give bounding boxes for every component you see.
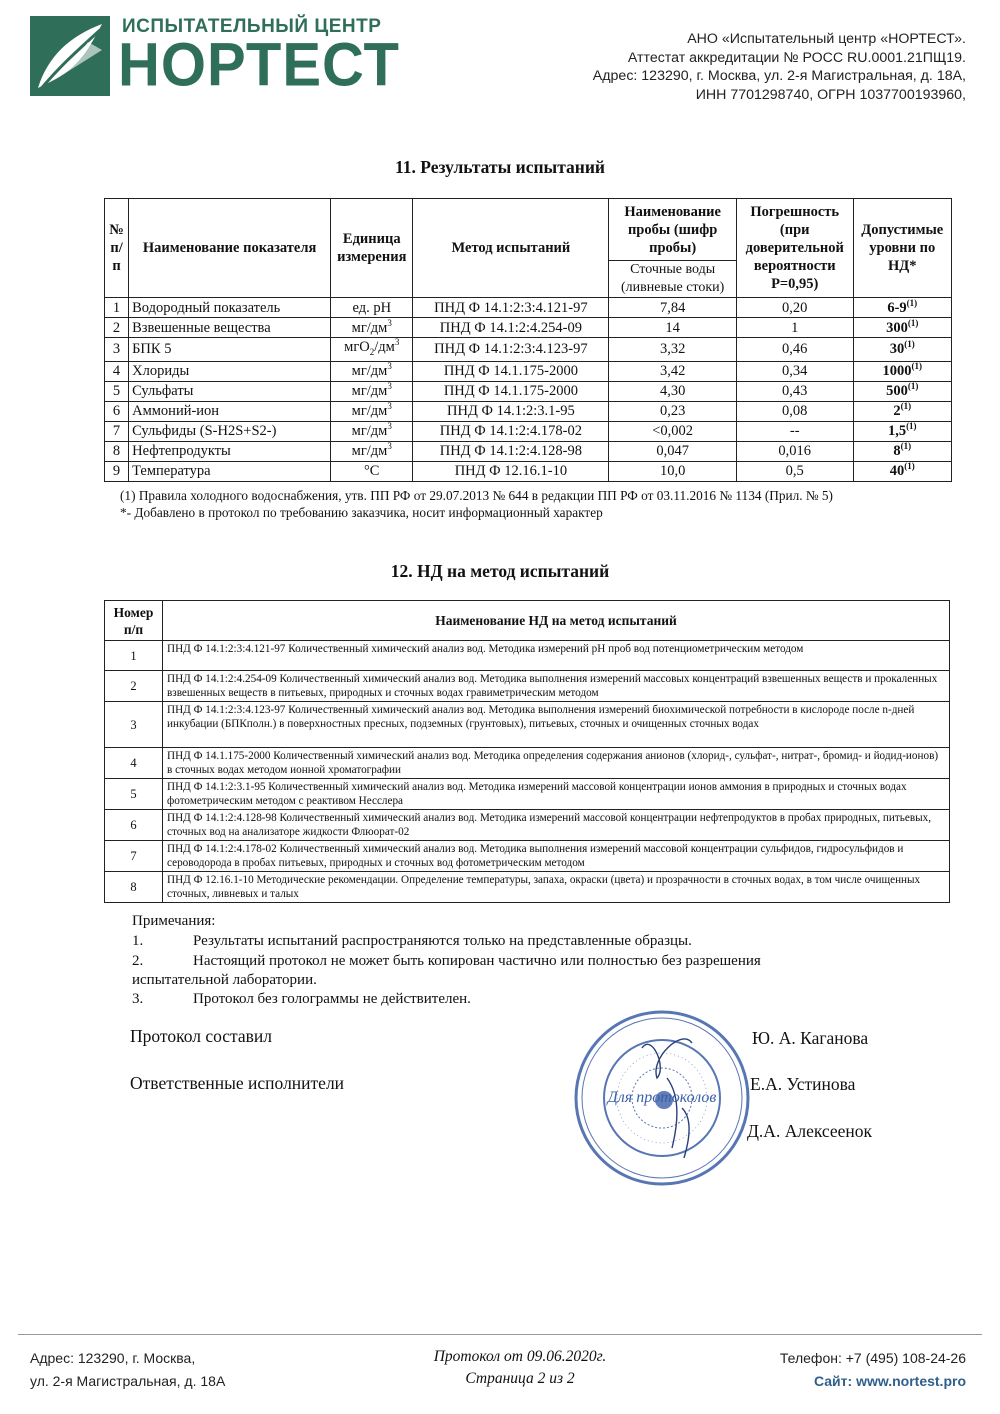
indicator-name: БПК 5 bbox=[129, 338, 331, 362]
unit-superscript: 3 bbox=[394, 337, 400, 348]
method-number: 3 bbox=[105, 702, 163, 748]
limit-reference: (1) bbox=[904, 339, 915, 350]
col-method-name-header: Наименование НД на метод испытаний bbox=[163, 601, 950, 641]
table-row bbox=[105, 748, 950, 779]
col-sample-subheader: Сточные воды (ливневые стоки) bbox=[609, 261, 737, 298]
error-cell: 0,43 bbox=[736, 381, 853, 401]
error-cell: 0,46 bbox=[736, 338, 853, 362]
footer-page-number: Страница 2 из 2 bbox=[465, 1370, 575, 1387]
unit-base: мгО bbox=[344, 339, 370, 355]
value-cell: 14 bbox=[609, 318, 737, 338]
col-number-header: Номер п/п bbox=[105, 601, 163, 641]
method-cell: ПНД Ф 14.1:2:3.1-95 bbox=[413, 401, 609, 421]
col-sample-header: Наименование пробы (шифр пробы) bbox=[609, 199, 737, 261]
limit-reference: (1) bbox=[900, 441, 912, 452]
row-number: 5 bbox=[105, 381, 129, 401]
value-cell: 3,32 bbox=[609, 338, 737, 362]
unit-base: мг/дм bbox=[351, 423, 388, 440]
row-number: 4 bbox=[105, 361, 129, 381]
row-number: 1 bbox=[105, 298, 129, 318]
indicator-name: Хлориды bbox=[129, 361, 331, 381]
method-number: 8 bbox=[105, 872, 163, 903]
footnote-added: *- Добавлено в протокол по требованию заказчика, носит информационный характер bbox=[120, 505, 603, 520]
table-row bbox=[105, 441, 952, 461]
unit-cell bbox=[331, 401, 413, 421]
stamp-text: Для протоколов bbox=[607, 1089, 717, 1106]
method-description: ПНД Ф 14.1.175-2000 Количественный химический анализ вод. Методика определения содержания анионов (хлорид-, сульфат-, нитрат-, бромид- и йодид-ионов) в сточных водах методом ионной хроматографии bbox=[163, 748, 950, 779]
note-item-text-cont: испытательной лаборатории. bbox=[132, 972, 317, 988]
method-cell: ПНД Ф 14.1:2:3:4.123-97 bbox=[413, 338, 609, 362]
org-line: Аттестат аккредитации № РОСС RU.0001.21ПЩ19. bbox=[627, 49, 966, 66]
limit-value: 40 bbox=[889, 463, 905, 480]
footnote-rules: (1) Правила холодного водоснабжения, утв. ПП РФ от 29.07.2013 № 644 в редакции ПП РФ от 03.11.2016 № 1134 (Прил. № 5) bbox=[120, 488, 833, 503]
method-cell: ПНД Ф 12.16.1-10 bbox=[413, 461, 609, 481]
col-num-header: № п/п bbox=[105, 199, 129, 298]
unit-superscript: 3 bbox=[387, 381, 392, 392]
error-cell: 0,34 bbox=[736, 361, 853, 381]
unit-cell bbox=[331, 441, 413, 461]
row-number: 6 bbox=[105, 401, 129, 421]
unit-cell bbox=[331, 318, 413, 338]
limit-reference: (1) bbox=[904, 461, 915, 472]
value-cell: 0,23 bbox=[609, 401, 737, 421]
value-cell: 7,84 bbox=[609, 298, 737, 318]
limit-reference: (1) bbox=[900, 401, 912, 412]
org-line: ИНН 7701298740, ОГРН 1037700193960, bbox=[695, 86, 966, 103]
method-cell: ПНД Ф 14.1:2:4.178-02 bbox=[413, 421, 609, 441]
indicator-name: Сульфиды (S-H2S+S2-) bbox=[129, 421, 331, 441]
unit-base: /дм bbox=[374, 339, 395, 355]
round-stamp-icon bbox=[572, 1008, 752, 1188]
table-row bbox=[105, 810, 950, 841]
indicator-name: Температура bbox=[129, 461, 331, 481]
org-line: Адрес: 123290, г. Москва, ул. 2-я Магистральная, д. 18А, bbox=[592, 68, 966, 84]
composed-label: Протокол составил bbox=[130, 1026, 273, 1046]
method-description: ПНД Ф 14.1:2:4.128-98 Количественный химический анализ вод. Методика измерений массовой концентрации нефтепродуктов в пробах природных, питьевых, сточных вод на анализаторе жидкости Флюорат-02 bbox=[163, 810, 950, 841]
method-number: 2 bbox=[105, 671, 163, 702]
table-row bbox=[105, 421, 952, 441]
method-number: 6 bbox=[105, 810, 163, 841]
limit-value: 500 bbox=[886, 383, 908, 400]
limit-cell bbox=[853, 361, 952, 381]
table-row bbox=[105, 338, 952, 362]
logo-leaf-icon bbox=[30, 16, 110, 96]
unit-superscript: 3 bbox=[387, 317, 392, 328]
limit-value: 1000 bbox=[882, 363, 912, 380]
limit-reference: (1) bbox=[907, 381, 919, 392]
table-row bbox=[105, 779, 950, 810]
value-cell: 4,30 bbox=[609, 381, 737, 401]
method-description: ПНД Ф 14.1:2:3:4.121-97 Количественный химический анализ вод. Методика измерений рН проб вод потенциометрическим методом bbox=[163, 641, 950, 671]
method-description: ПНД Ф 14.1:2:3.1-95 Количественный химический анализ вод. Методика измерений массовой концентрации ионов аммония в природных и сточных водах фотометрическим методом с реактивом Несслера bbox=[163, 779, 950, 810]
method-number: 1 bbox=[105, 641, 163, 671]
error-cell: 0,20 bbox=[736, 298, 853, 318]
table-row bbox=[105, 318, 952, 338]
note-item-number: 1. bbox=[132, 933, 144, 949]
unit-superscript: 3 bbox=[387, 441, 392, 452]
footer-phone: Телефон: +7 (495) 108-24-26 bbox=[779, 1350, 966, 1366]
limit-cell bbox=[853, 441, 952, 461]
method-cell: ПНД Ф 14.1.175-2000 bbox=[413, 361, 609, 381]
row-number: 7 bbox=[105, 421, 129, 441]
note-item-text: Результаты испытаний распространяются только на представленные образцы. bbox=[193, 933, 692, 949]
note-item-number: 3. bbox=[132, 991, 144, 1007]
logo-subtitle: ИСПЫТАТЕЛЬНЫЙ ЦЕНТР bbox=[122, 16, 382, 37]
method-description: ПНД Ф 14.1:2:3:4.123-97 Количественный химический анализ вод. Методика выполнения измерений биохимической потребности в кислороде после n-дней инкубации (БПКполн.) в поверхностных пресных, подземных (грунтовых), питьевых, сточных и очищенных сточных водах bbox=[163, 702, 950, 748]
row-number: 9 bbox=[105, 461, 129, 481]
method-cell: ПНД Ф 14.1:2:4.254-09 bbox=[413, 318, 609, 338]
limit-cell bbox=[853, 461, 952, 481]
unit-base: мг/дм bbox=[351, 383, 388, 400]
unit-base: мг/дм bbox=[351, 403, 388, 420]
footer-protocol bbox=[380, 1346, 660, 1390]
limit-value: 8 bbox=[893, 443, 901, 460]
method-description: ПНД Ф 14.1:2:4.254-09 Количественный химический анализ вод. Методика выполнения измерений массовых концентраций взвешенных веществ и прокаленных взвешенных веществ в питьевых, природных и сточных водах гравиметрическим методом bbox=[163, 671, 950, 702]
col-unit-header: Единица измерения bbox=[331, 199, 413, 298]
unit-cell bbox=[331, 421, 413, 441]
section12-title: 12. НД на метод испытаний bbox=[390, 561, 610, 581]
method-description: ПНД Ф 14.1:2:4.178-02 Количественный химический анализ вод. Методика выполнения измерений массовой концентрации сульфидов, гидросульфидов и сероводорода в пробах питьевых, природных и сточных вод фотометрическим методом bbox=[163, 841, 950, 872]
value-cell: 3,42 bbox=[609, 361, 737, 381]
unit-subscript: 2 bbox=[369, 346, 375, 357]
unit-cell: °С bbox=[331, 461, 413, 481]
table-row bbox=[105, 401, 952, 421]
error-cell: 0,5 bbox=[736, 461, 853, 481]
org-line: АНО «Испытательный центр «НОРТЕСТ». bbox=[687, 31, 966, 47]
section11-title: 11. Результаты испытаний bbox=[394, 157, 606, 177]
value-cell: 10,0 bbox=[609, 461, 737, 481]
unit-superscript: 3 bbox=[387, 401, 392, 412]
limit-cell bbox=[853, 318, 952, 338]
limit-value: 6-9 bbox=[887, 299, 907, 316]
method-cell: ПНД Ф 14.1:2:4.128-98 bbox=[413, 441, 609, 461]
limit-cell bbox=[853, 298, 952, 318]
unit-cell bbox=[331, 338, 413, 362]
note-item-text: Протокол без голограммы не действителен. bbox=[193, 991, 471, 1007]
footer-address bbox=[30, 1347, 225, 1393]
col-allowed-header: Допустимые уровни по НД* bbox=[853, 199, 952, 298]
limit-cell bbox=[853, 338, 952, 362]
table-row bbox=[105, 461, 952, 481]
note-item-number: 2. bbox=[132, 953, 144, 969]
table-row bbox=[105, 841, 950, 872]
note-item-text: Настоящий протокол не может быть копирован частично или полностью без разрешения bbox=[193, 953, 761, 969]
value-cell: <0,002 bbox=[609, 421, 737, 441]
unit-base: мг/дм bbox=[351, 363, 388, 380]
limit-reference: (1) bbox=[911, 361, 922, 372]
footer-protocol-date: Протокол от 09.06.2020г. bbox=[433, 1348, 607, 1365]
notes-title: Примечания: bbox=[132, 913, 216, 929]
signer-name-2: Е.А. Устинова bbox=[750, 1074, 856, 1094]
indicator-name: Сульфаты bbox=[129, 381, 331, 401]
limit-cell bbox=[853, 421, 952, 441]
footer-site-link[interactable]: Сайт: www.nortest.pro bbox=[813, 1373, 966, 1389]
signer-name-3: Д.А. Алексеенок bbox=[747, 1121, 873, 1141]
responsible-label: Ответственные исполнители bbox=[130, 1073, 345, 1093]
method-description: ПНД Ф 12.16.1-10 Методические рекомендации. Определение температуры, запаха, окраски (цвета) и прозрачности в сточных водах, в том числе очищенных сточных, ливневых и талых bbox=[163, 872, 950, 903]
results-table bbox=[104, 198, 952, 482]
method-cell: ПНД Ф 14.1.175-2000 bbox=[413, 381, 609, 401]
unit-base: мг/дм bbox=[351, 443, 388, 460]
limit-reference: (1) bbox=[907, 317, 919, 328]
row-number: 2 bbox=[105, 318, 129, 338]
error-cell: 0,08 bbox=[736, 401, 853, 421]
unit-base: мг/дм bbox=[351, 319, 388, 336]
footer-divider bbox=[18, 1334, 982, 1335]
unit-cell bbox=[331, 361, 413, 381]
method-cell: ПНД Ф 14.1:2:3:4.121-97 bbox=[413, 298, 609, 318]
method-number: 5 bbox=[105, 779, 163, 810]
methods-table bbox=[104, 600, 950, 903]
limit-value: 1,5 bbox=[887, 423, 907, 440]
unit-superscript: 3 bbox=[387, 421, 392, 432]
value-cell: 0,047 bbox=[609, 441, 737, 461]
error-cell: 1 bbox=[736, 318, 853, 338]
signer-name-1: Ю. А. Каганова bbox=[752, 1028, 869, 1048]
limit-value: 2 bbox=[893, 403, 901, 420]
limit-reference: (1) bbox=[906, 421, 917, 432]
table-row bbox=[105, 671, 950, 702]
col-method-header: Метод испытаний bbox=[413, 199, 609, 298]
method-number: 4 bbox=[105, 748, 163, 779]
table-row bbox=[105, 381, 952, 401]
limit-value: 30 bbox=[889, 341, 905, 358]
unit-cell bbox=[331, 381, 413, 401]
limit-cell bbox=[853, 401, 952, 421]
limit-cell bbox=[853, 381, 952, 401]
table-row bbox=[105, 641, 950, 671]
indicator-name: Нефтепродукты bbox=[129, 441, 331, 461]
table-row bbox=[105, 702, 950, 748]
col-name-header: Наименование показателя bbox=[129, 199, 331, 298]
logo-title: НОРТЕСТ bbox=[118, 31, 400, 100]
table-row bbox=[105, 298, 952, 318]
organization-info bbox=[506, 30, 966, 104]
indicator-name: Взвешенные вещества bbox=[129, 318, 331, 338]
footer-address-line: ул. 2-я Магистральная, д. 18А bbox=[30, 1373, 226, 1389]
indicator-name: Водородный показатель bbox=[129, 298, 331, 318]
col-error-header: Погрешность (при доверительной вероятности Р=0,95) bbox=[736, 199, 853, 298]
unit-cell: ед. рН bbox=[331, 298, 413, 318]
table-row bbox=[105, 361, 952, 381]
error-cell: 0,016 bbox=[736, 441, 853, 461]
limit-reference: (1) bbox=[906, 297, 918, 308]
row-number: 8 bbox=[105, 441, 129, 461]
error-cell: -- bbox=[736, 421, 853, 441]
row-number: 3 bbox=[105, 338, 129, 362]
table-row bbox=[105, 872, 950, 903]
unit-superscript: 3 bbox=[387, 361, 392, 372]
footer-contacts bbox=[780, 1347, 966, 1393]
indicator-name: Аммоний-ион bbox=[129, 401, 331, 421]
limit-value: 300 bbox=[886, 319, 908, 336]
method-number: 7 bbox=[105, 841, 163, 872]
footer-address-line: Адрес: 123290, г. Москва, bbox=[30, 1350, 196, 1366]
